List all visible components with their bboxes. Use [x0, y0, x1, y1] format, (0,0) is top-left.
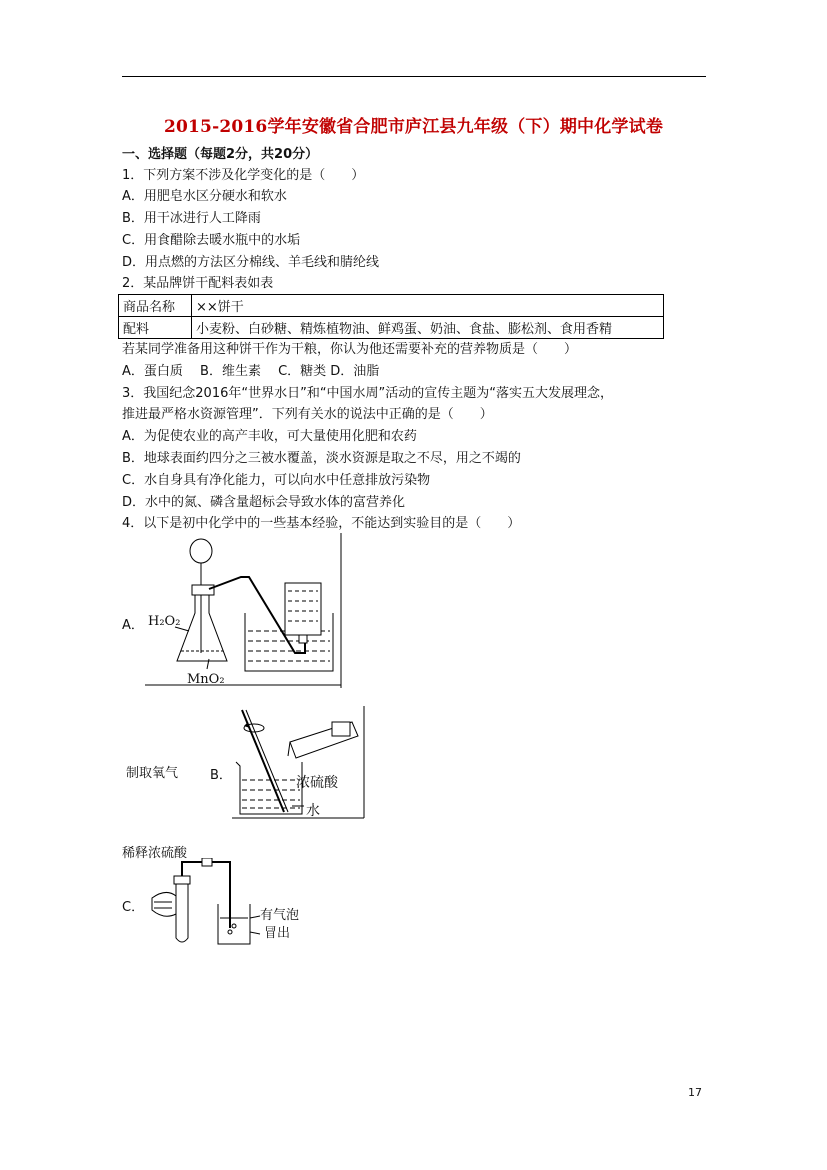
bubble-note-line1: 有气泡 [260, 908, 300, 923]
q1-option-d: D．用点燃的方法区分棉线、羊毛线和腈纶线 [122, 255, 380, 270]
table-cell: 小麦粉、白砂糖、精炼植物油、鲜鸡蛋、奶油、食盐、膨松剂、食用香精 [192, 317, 664, 339]
section-heading: 一、选择题（每题2分，共20分） [122, 147, 319, 162]
mno2-label: MnO₂ [187, 672, 225, 687]
q2-question: 若某同学准备用这种饼干作为干粮，你认为他还需要补充的营养物质是（ ） [122, 342, 578, 357]
caption-b: 稀释浓硫酸 [122, 846, 188, 861]
table-cell: ××饼干 [192, 295, 664, 317]
q3-option-a: A．为促使农业的高产丰收，可大量使用化肥和农药 [122, 429, 417, 444]
q2-stem: 2．某品牌饼干配料表如表 [122, 276, 274, 291]
q3-option-b: B．地球表面约四分之三被水覆盖，淡水资源是取之不尽，用之不竭的 [122, 451, 521, 466]
acid-dilution-figure [232, 706, 366, 820]
q1-stem: 1．下列方案不涉及化学变化的是（ ） [122, 168, 365, 183]
page-number: 17 [688, 1086, 702, 1099]
q1-option-a: A．用肥皂水区分硬水和软水 [122, 189, 287, 204]
water-label: 水 [306, 803, 320, 819]
ingredients-table [118, 294, 664, 339]
bubble-note-line2: 冒出 [264, 926, 291, 941]
caption-a: 制取氧气 [126, 766, 179, 781]
table-cell: 商品名称 [119, 295, 192, 317]
option-b-label: B． [210, 768, 232, 783]
table-row [119, 295, 664, 317]
option-c-label: C． [122, 900, 145, 915]
option-a-label: A． [122, 618, 144, 633]
h2o2-label: H₂O₂ [148, 614, 181, 629]
q4-stem: 4．以下是初中化学中的一些基本经验，不能达到实验目的是（ ） [122, 516, 521, 531]
q3-stem-line2: 推进最严格水资源管理”．下列有关水的说法中正确的是（ ） [122, 407, 493, 422]
exam-title: 2015-2016学年安徽省合肥市庐江县九年级（下）期中化学试卷 [163, 117, 664, 137]
q3-stem-line1: 3．我国纪念2016年“世界水日”和“中国水周”活动的宣传主题为“落实五大发展理念， [122, 386, 614, 401]
q1-option-b: B．用干冰进行人工降雨 [122, 211, 261, 226]
q2-options: A．蛋白质 B．维生素 C．糖类 D．油脂 [122, 364, 380, 379]
table-row [119, 317, 664, 339]
q3-option-c: C．水自身具有净化能力，可以向水中任意排放污染物 [122, 473, 431, 488]
oxygen-apparatus-figure [145, 533, 342, 688]
acid-label: 浓硫酸 [296, 775, 338, 791]
q1-option-c: C．用食醋除去暖水瓶中的水垢 [122, 233, 301, 248]
table-cell: 配料 [119, 317, 192, 339]
header-rule [122, 76, 706, 77]
q3-option-d: D．水中的氮、磷含量超标会导致水体的富营养化 [122, 495, 406, 510]
